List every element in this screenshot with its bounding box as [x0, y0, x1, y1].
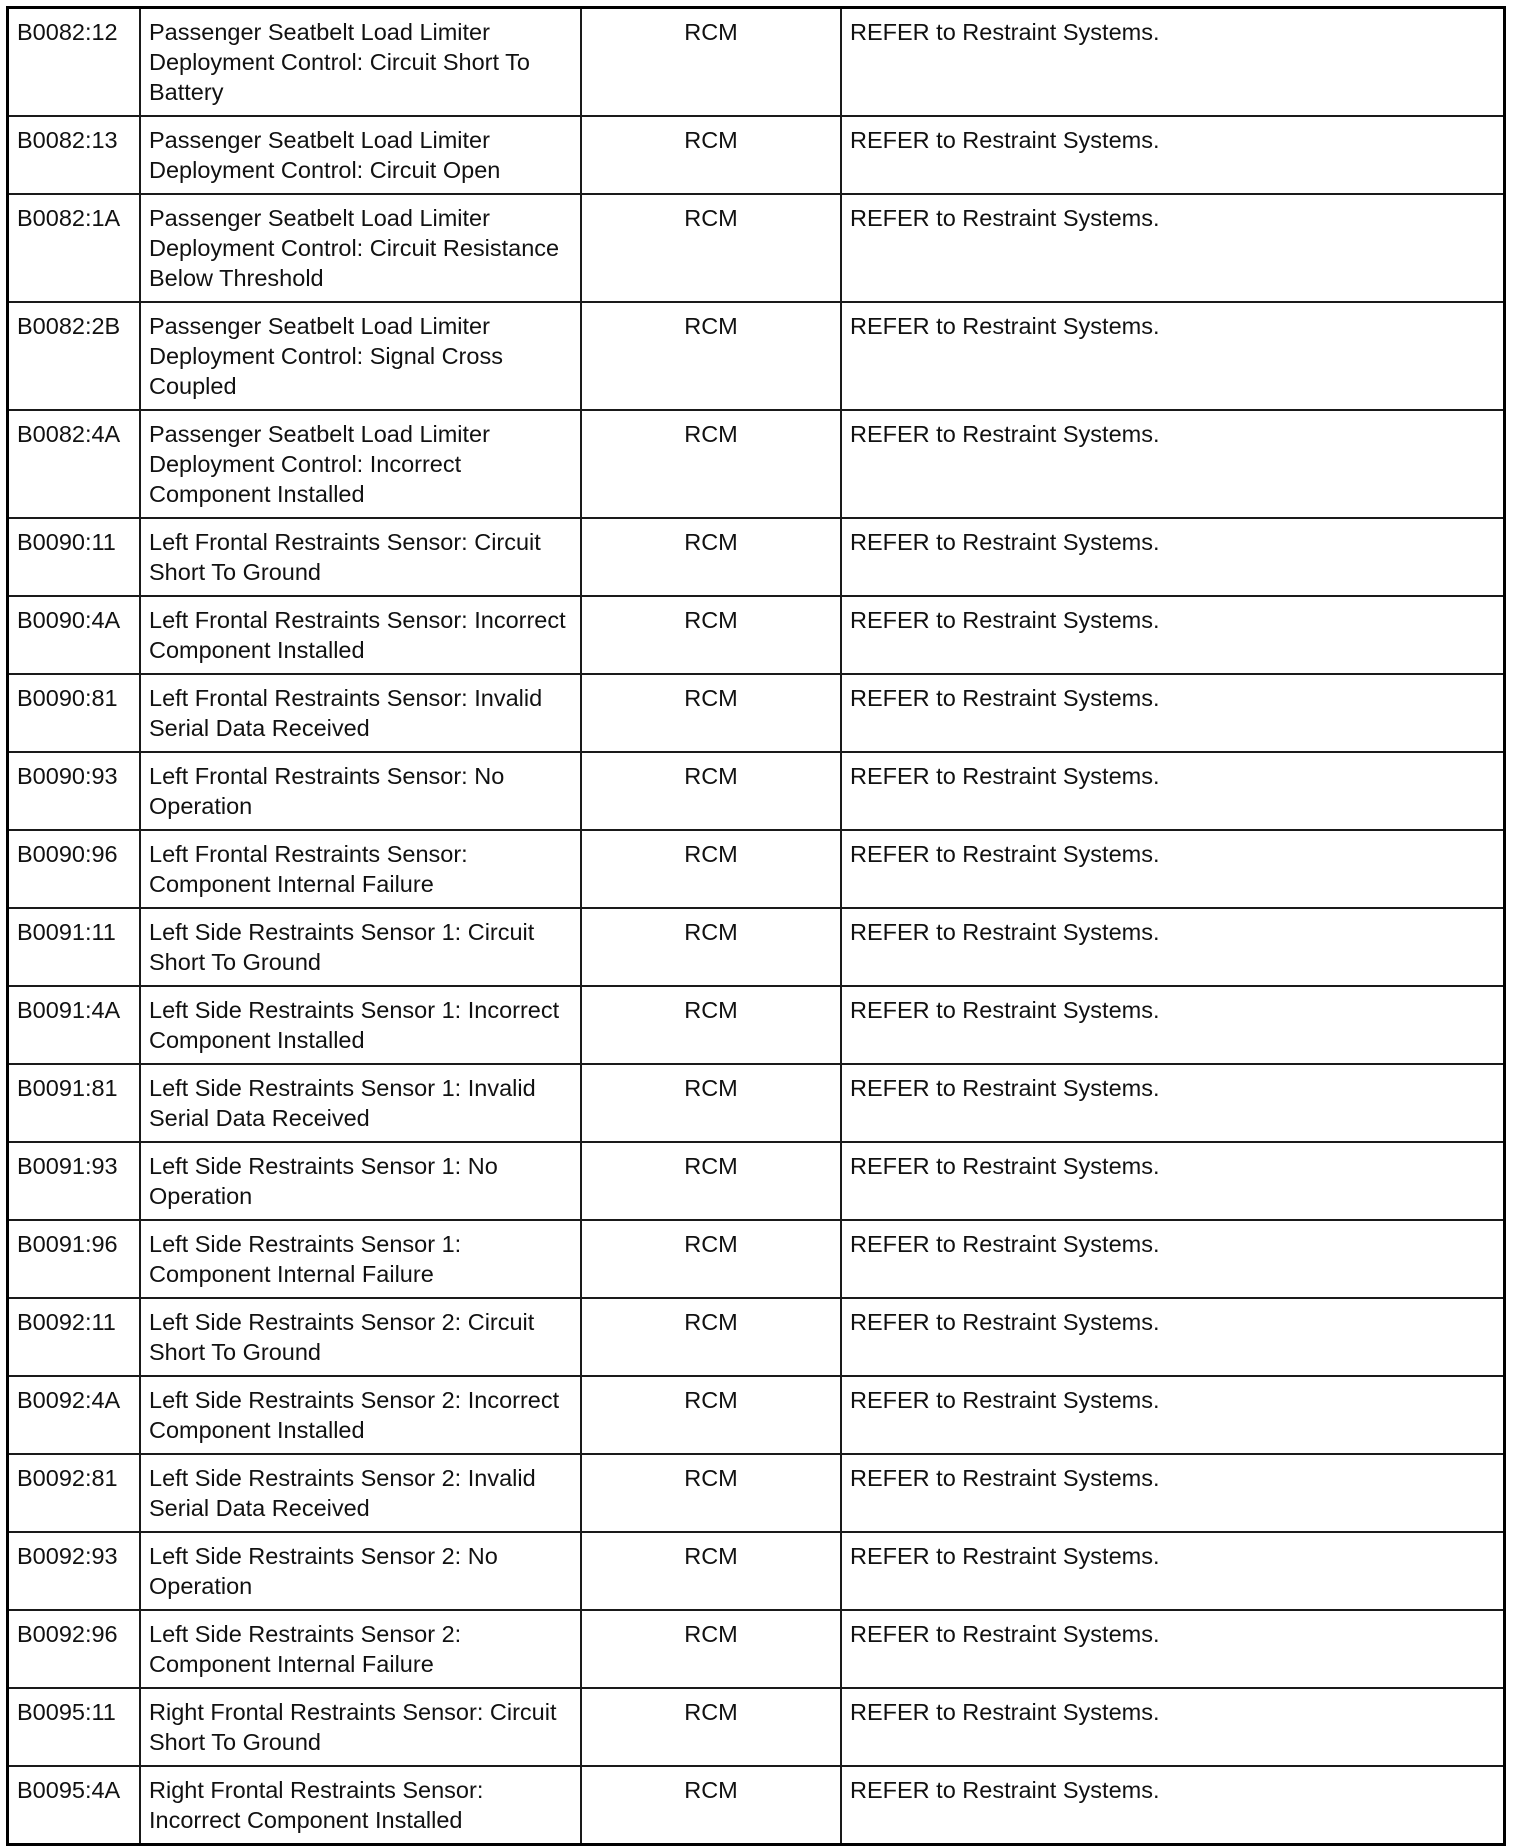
dtc-module: RCM — [581, 1376, 841, 1454]
dtc-action: REFER to Restraint Systems. — [841, 1688, 1503, 1766]
dtc-description: Left Frontal Restraints Sensor: Circuit Short To Ground — [140, 518, 581, 596]
table-row — [9, 1220, 1503, 1298]
table-row — [9, 1298, 1503, 1376]
dtc-description: Left Side Restraints Sensor 1: Incorrect Component Installed — [140, 986, 581, 1064]
dtc-code: B0090:81 — [9, 674, 140, 752]
table-row — [9, 518, 1503, 596]
dtc-module: RCM — [581, 302, 841, 410]
table-row — [9, 1142, 1503, 1220]
dtc-description: Passenger Seatbelt Load Limiter Deployment Control: Incorrect Component Installed — [140, 410, 581, 518]
dtc-module: RCM — [581, 596, 841, 674]
table-row — [9, 1532, 1503, 1610]
dtc-description: Left Side Restraints Sensor 1: Component Internal Failure — [140, 1220, 581, 1298]
dtc-description: Left Side Restraints Sensor 2: Circuit Short To Ground — [140, 1298, 581, 1376]
dtc-description: Left Side Restraints Sensor 1: Invalid Serial Data Received — [140, 1064, 581, 1142]
dtc-action: REFER to Restraint Systems. — [841, 674, 1503, 752]
dtc-action: REFER to Restraint Systems. — [841, 1532, 1503, 1610]
dtc-action: REFER to Restraint Systems. — [841, 1454, 1503, 1532]
dtc-code: B0092:11 — [9, 1298, 140, 1376]
table-row — [9, 116, 1503, 194]
dtc-module: RCM — [581, 1454, 841, 1532]
table-row — [9, 194, 1503, 302]
dtc-description: Left Frontal Restraints Sensor: Invalid Serial Data Received — [140, 674, 581, 752]
table-row — [9, 1610, 1503, 1688]
dtc-code: B0095:11 — [9, 1688, 140, 1766]
table-row — [9, 1064, 1503, 1142]
dtc-module: RCM — [581, 9, 841, 116]
dtc-description: Passenger Seatbelt Load Limiter Deployment Control: Circuit Short To Battery — [140, 9, 581, 116]
dtc-code: B0090:96 — [9, 830, 140, 908]
dtc-module: RCM — [581, 1610, 841, 1688]
dtc-module: RCM — [581, 1142, 841, 1220]
dtc-action: REFER to Restraint Systems. — [841, 1376, 1503, 1454]
dtc-module: RCM — [581, 908, 841, 986]
dtc-module: RCM — [581, 1220, 841, 1298]
dtc-code: B0082:4A — [9, 410, 140, 518]
dtc-module: RCM — [581, 830, 841, 908]
dtc-action: REFER to Restraint Systems. — [841, 1610, 1503, 1688]
dtc-module: RCM — [581, 1766, 841, 1843]
dtc-code: B0082:2B — [9, 302, 140, 410]
dtc-code: B0082:1A — [9, 194, 140, 302]
dtc-action: REFER to Restraint Systems. — [841, 1298, 1503, 1376]
dtc-code: B0090:4A — [9, 596, 140, 674]
dtc-module: RCM — [581, 1298, 841, 1376]
table-row — [9, 596, 1503, 674]
dtc-table-container — [6, 6, 1506, 1846]
dtc-description: Passenger Seatbelt Load Limiter Deployment Control: Circuit Resistance Below Threshold — [140, 194, 581, 302]
dtc-action: REFER to Restraint Systems. — [841, 9, 1503, 116]
dtc-description: Left Side Restraints Sensor 1: No Operation — [140, 1142, 581, 1220]
dtc-code: B0095:4A — [9, 1766, 140, 1843]
dtc-action: REFER to Restraint Systems. — [841, 1142, 1503, 1220]
dtc-module: RCM — [581, 752, 841, 830]
table-row — [9, 674, 1503, 752]
dtc-module: RCM — [581, 518, 841, 596]
table-row — [9, 1766, 1503, 1843]
dtc-description: Left Frontal Restraints Sensor: Component Internal Failure — [140, 830, 581, 908]
dtc-action: REFER to Restraint Systems. — [841, 1064, 1503, 1142]
dtc-action: REFER to Restraint Systems. — [841, 908, 1503, 986]
dtc-description: Left Side Restraints Sensor 2: Invalid Serial Data Received — [140, 1454, 581, 1532]
dtc-table-body — [9, 9, 1503, 1843]
dtc-action: REFER to Restraint Systems. — [841, 986, 1503, 1064]
table-row — [9, 752, 1503, 830]
dtc-description: Passenger Seatbelt Load Limiter Deployment Control: Signal Cross Coupled — [140, 302, 581, 410]
table-row — [9, 1454, 1503, 1532]
table-row — [9, 9, 1503, 116]
dtc-action: REFER to Restraint Systems. — [841, 830, 1503, 908]
dtc-description: Left Side Restraints Sensor 2: Incorrect Component Installed — [140, 1376, 581, 1454]
dtc-action: REFER to Restraint Systems. — [841, 752, 1503, 830]
dtc-module: RCM — [581, 674, 841, 752]
dtc-code: B0091:81 — [9, 1064, 140, 1142]
table-row — [9, 1688, 1503, 1766]
table-row — [9, 1376, 1503, 1454]
dtc-code: B0092:81 — [9, 1454, 140, 1532]
dtc-action: REFER to Restraint Systems. — [841, 1220, 1503, 1298]
dtc-code: B0082:12 — [9, 9, 140, 116]
dtc-module: RCM — [581, 1532, 841, 1610]
dtc-description: Left Frontal Restraints Sensor: Incorrect Component Installed — [140, 596, 581, 674]
dtc-module: RCM — [581, 1688, 841, 1766]
table-row — [9, 830, 1503, 908]
dtc-table — [9, 9, 1503, 1843]
dtc-module: RCM — [581, 116, 841, 194]
dtc-code: B0090:11 — [9, 518, 140, 596]
dtc-action: REFER to Restraint Systems. — [841, 116, 1503, 194]
dtc-code: B0091:93 — [9, 1142, 140, 1220]
dtc-action: REFER to Restraint Systems. — [841, 410, 1503, 518]
dtc-action: REFER to Restraint Systems. — [841, 302, 1503, 410]
dtc-description: Left Frontal Restraints Sensor: No Operation — [140, 752, 581, 830]
dtc-code: B0091:4A — [9, 986, 140, 1064]
dtc-code: B0090:93 — [9, 752, 140, 830]
dtc-code: B0092:96 — [9, 1610, 140, 1688]
dtc-code: B0092:4A — [9, 1376, 140, 1454]
dtc-code: B0092:93 — [9, 1532, 140, 1610]
table-row — [9, 410, 1503, 518]
dtc-description: Left Side Restraints Sensor 2: Component Internal Failure — [140, 1610, 581, 1688]
dtc-description: Left Side Restraints Sensor 1: Circuit Short To Ground — [140, 908, 581, 986]
dtc-description: Passenger Seatbelt Load Limiter Deployment Control: Circuit Open — [140, 116, 581, 194]
dtc-module: RCM — [581, 1064, 841, 1142]
dtc-description: Left Side Restraints Sensor 2: No Operation — [140, 1532, 581, 1610]
table-row — [9, 986, 1503, 1064]
dtc-module: RCM — [581, 194, 841, 302]
dtc-action: REFER to Restraint Systems. — [841, 1766, 1503, 1843]
dtc-action: REFER to Restraint Systems. — [841, 518, 1503, 596]
dtc-module: RCM — [581, 410, 841, 518]
table-row — [9, 302, 1503, 410]
table-row — [9, 908, 1503, 986]
dtc-description: Right Frontal Restraints Sensor: Incorrect Component Installed — [140, 1766, 581, 1843]
dtc-code: B0091:11 — [9, 908, 140, 986]
dtc-code: B0091:96 — [9, 1220, 140, 1298]
dtc-code: B0082:13 — [9, 116, 140, 194]
dtc-module: RCM — [581, 986, 841, 1064]
dtc-action: REFER to Restraint Systems. — [841, 194, 1503, 302]
dtc-action: REFER to Restraint Systems. — [841, 596, 1503, 674]
dtc-description: Right Frontal Restraints Sensor: Circuit Short To Ground — [140, 1688, 581, 1766]
